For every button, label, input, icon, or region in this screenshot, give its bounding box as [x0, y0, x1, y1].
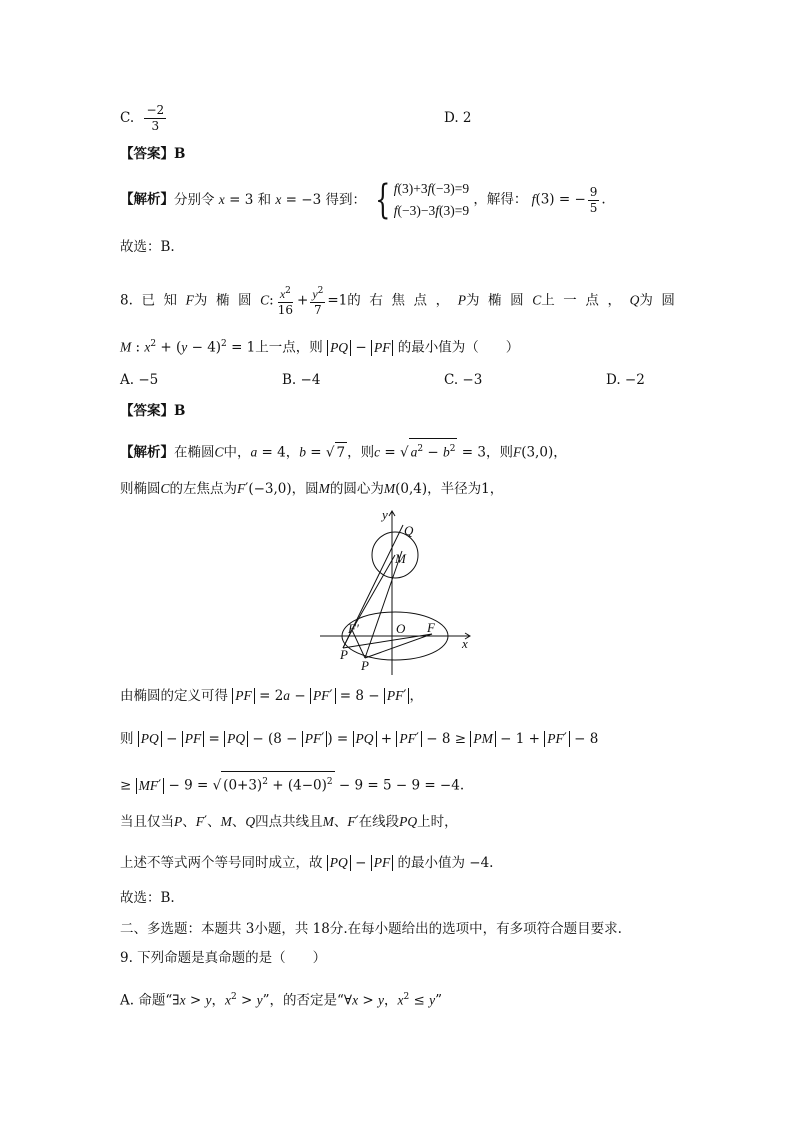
fraction-neg-two-thirds: $\frac{-2}{3}$ [146, 103, 165, 133]
answer-text: 【答案】B [120, 146, 186, 162]
q7-choose [120, 237, 175, 257]
ellipse-circle-figure [315, 505, 485, 675]
option-a-text: A. −5 [120, 372, 159, 388]
label-p1: P [340, 647, 348, 662]
q8-option-a [120, 370, 158, 390]
q7-analysis: 【解析】分别令 x = 3 和 x = −3 得到： { f(3)+3f(−3)=9 f(−3)−3f(3)=9 ，解得： f(3) = − $\frac{9}{5}$ . [120, 177, 606, 223]
label-p2: P [361, 658, 369, 673]
option-c-text: C. −3 [444, 372, 483, 388]
equation-1: f(3)+3f(−3)=9 [393, 181, 470, 196]
q8-analysis-line6: 当且仅当P、F′、M、Q四点共线且M、F′在线段PQ上时， [120, 814, 458, 830]
q7-option-d [444, 108, 472, 128]
section-heading-text: 二、多选题：本题共 3小题，共 18分.在每小题给出的选项中，有多项符合题目要求. [120, 921, 622, 937]
solve-text: ，解得： [473, 191, 528, 208]
answer-text: 【答案】B [120, 403, 186, 419]
line-p2-f [365, 634, 432, 658]
q8-answer [120, 401, 185, 421]
label-m: M [395, 551, 406, 566]
choose-text: 故选：B. [120, 890, 175, 906]
q8-analysis-line3: 由椭圆的定义可得 PF = 2a − PF′ = 8 − PF′ ， [120, 688, 423, 704]
q9-option-a: A. 命题“∃x > y，$x^2 > y$”，的否定是“∀x > y，$x^2 \le y$” [120, 992, 443, 1009]
q9-stem-text: 9. 下列命题是真命题的是（ ） [120, 950, 327, 966]
equation-2: f(−3)−3f(3)=9 [393, 203, 470, 218]
q8-analysis-line1: 【解析】在椭圆C中，a = 4，b = √ 7 ，则c = √ $a^2 - b^2 = 3$，则F(3,0)， [120, 438, 567, 463]
label-y: y [382, 507, 388, 522]
section-2-heading [120, 919, 622, 939]
label-x: x [462, 636, 468, 651]
label-o: O [396, 621, 406, 636]
q9-stem [120, 948, 326, 968]
equation-system: { f(3)+3f(−3)=9 f(−3)−3f(3)=9 [375, 177, 470, 223]
option-label: C. [120, 110, 135, 126]
q8-analysis-line7: 上述不等式两个等号同时成立，故 PQ − PF 的最小值为 −4. [120, 855, 494, 871]
q8-option-d [606, 370, 645, 390]
q7-option-c [120, 103, 168, 134]
q8-choose [120, 888, 175, 908]
q8-option-b [282, 370, 320, 390]
line-fp-m [352, 555, 395, 630]
q7-answer [120, 144, 185, 164]
label-q: Q [404, 523, 414, 538]
q8-analysis-line4: 则 PQ − PF = PQ − (8 − PF′ ) = PQ + PF′ − 8 ≥ PM − 1 + PF′ − 8 [120, 731, 599, 747]
option-b-text: B. −4 [282, 372, 321, 388]
option-text: D. 2 [444, 110, 472, 126]
analysis-label: 【解析】 [120, 191, 174, 208]
label-f-prime: F′ [348, 621, 359, 636]
q8-stem-line1: 8. 已 知 F为 椭 圆 C: $\frac{x^2}{16}$ + $\frac{y^2}{7}$ =1的 右 焦 点 ， P为 椭 圆 C上 一 点 ， Q为 圆 [120, 286, 675, 317]
option-d-text: D. −2 [606, 372, 645, 388]
q8-analysis-line2: 则椭圆C的左焦点为F′(−3,0)，圆M的圆心为M(0,4)，半径为1， [120, 481, 504, 497]
label-f: F [427, 620, 435, 635]
choose-text: 故选：B. [120, 239, 175, 255]
q8-stem-line2: M : $x^2 + (y - 4)^2 = 1$上一点，则 PQ − PF 的最小值为（ ） [120, 339, 520, 356]
q8-analysis-line5: ≥ MF′ − 9 = √ $(0+3)^2 + (4-0)^2 - 9 = 5 - 9 = -4$. [120, 771, 464, 796]
q8-option-c [444, 370, 482, 390]
